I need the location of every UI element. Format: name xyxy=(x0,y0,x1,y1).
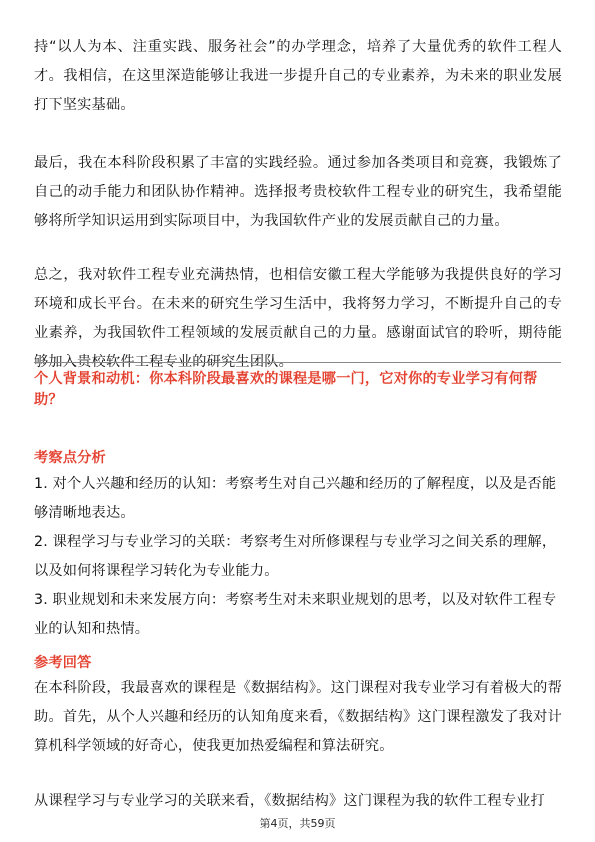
body-paragraph: 总之，我对软件工程专业充满热情，也相信安徽工程大学能够为我提供良好的学习环境和成长平台。在未来的研究生学习生活中，我将努力学习，不断提升自己的专业素养，为我国软件工程领域的发展贡献自己的力量。感谢面试官的聆听，期待能够加入贵校软件工程专业的研究生团队。 xyxy=(34,267,562,370)
question-heading: 个人背景和动机：你本科阶段最喜欢的课程是哪一门，它对你的专业学习有何帮助？ xyxy=(34,371,538,408)
body-paragraph: 最后，我在本科阶段积累了丰富的实践经验。通过参加各类项目和竞赛，我锻炼了自己的动手能力和团队协作精神。选择报考贵校软件工程专业的研究生，我希望能够将所学知识运用到实际项目中，为我国软件产业的发展贡献自己的力量。 xyxy=(34,155,562,229)
section-divider xyxy=(34,362,561,363)
page-number: 第4页，共59页 xyxy=(259,817,336,830)
analysis-list xyxy=(34,470,562,644)
body-paragraph: 持“以人为本、注重实践、服务社会”的办学理念，培养了大量优秀的软件工程人才。我相信，在这里深造能够让我进一步提升自己的专业素养，为未来的职业发展打下坚实基础。 xyxy=(34,39,562,113)
list-item: 2. 课程学习与专业学习的关联：考察考生对所修课程与专业学习之间关系的理解，以及如何将课程学习转化为专业能力。 xyxy=(34,534,557,579)
list-item: 1. 对个人兴趣和经历的认知：考察考生对自己兴趣和经历的了解程度，以及是否能够清晰地表达。 xyxy=(34,476,557,521)
answer-paragraph: 从课程学习与专业学习的关联来看，《数据结构》这门课程为我的软件工程专业打 xyxy=(34,793,545,809)
analysis-heading: 考察点分析 xyxy=(34,450,106,466)
answer-heading: 参考回答 xyxy=(34,655,92,671)
list-item: 3. 职业规划和未来发展方向：考察考生对未来职业规划的思考，以及对软件工程专业的认知和热情。 xyxy=(34,592,557,637)
answer-paragraph: 在本科阶段，我最喜欢的课程是《数据结构》。这门课程对我专业学习有着极大的帮助。首先，从个人兴趣和经历的认知角度来看，《数据结构》这门课程激发了我对计算机科学领域的好奇心，使我更加热爱编程和算法研究。 xyxy=(34,680,562,754)
